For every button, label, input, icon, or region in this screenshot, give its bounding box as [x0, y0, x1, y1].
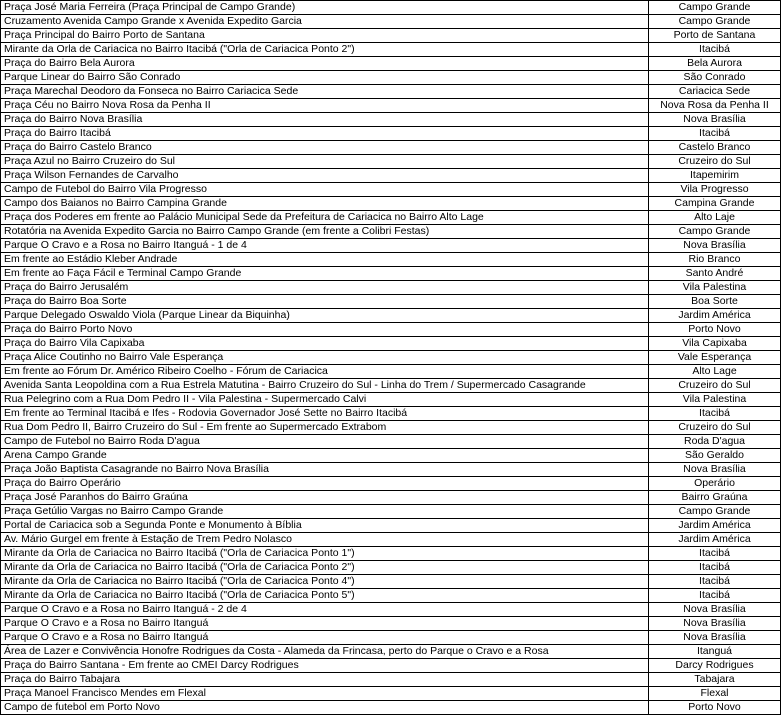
neighborhood-cell[interactable]: Vila Palestina	[649, 281, 781, 295]
neighborhood-cell[interactable]: Nova Brasília	[649, 113, 781, 127]
location-cell[interactable]: Praça do Bairro Vila Capixaba	[1, 337, 649, 351]
table-row	[1, 239, 781, 253]
location-cell[interactable]: Praça do Bairro Castelo Branco	[1, 141, 649, 155]
neighborhood-cell[interactable]: Alto Lage	[649, 365, 781, 379]
location-cell[interactable]: Praça Principal do Bairro Porto de Santana	[1, 29, 649, 43]
neighborhood-cell[interactable]: Nova Brasília	[649, 631, 781, 645]
table-row	[1, 225, 781, 239]
table-row	[1, 617, 781, 631]
location-cell[interactable]: Praça Manoel Francisco Mendes em Flexal	[1, 687, 649, 701]
neighborhood-cell[interactable]: Itacibá	[649, 575, 781, 589]
table-row	[1, 351, 781, 365]
neighborhood-cell[interactable]: Cruzeiro do Sul	[649, 155, 781, 169]
table-row	[1, 477, 781, 491]
neighborhood-cell[interactable]: Campo Grande	[649, 15, 781, 29]
location-cell[interactable]: Praça João Baptista Casagrande no Bairro Nova Brasília	[1, 463, 649, 477]
neighborhood-cell[interactable]: Itacibá	[649, 561, 781, 575]
location-cell[interactable]: Em frente ao Faça Fácil e Terminal Campo Grande	[1, 267, 649, 281]
table-row	[1, 463, 781, 477]
neighborhood-cell[interactable]: Alto Laje	[649, 211, 781, 225]
location-cell[interactable]: Parque Delegado Oswaldo Viola (Parque Linear da Biquinha)	[1, 309, 649, 323]
location-cell[interactable]: Rotatória na Avenida Expedito Garcia no Bairro Campo Grande (em frente a Colibri Festas)	[1, 225, 649, 239]
table-row	[1, 701, 781, 715]
neighborhood-cell[interactable]: Tabajara	[649, 673, 781, 687]
neighborhood-cell[interactable]: Nova Brasília	[649, 617, 781, 631]
table-body	[1, 1, 781, 715]
location-cell[interactable]: Cruzamento Avenida Campo Grande x Avenida Expedito Garcia	[1, 15, 649, 29]
neighborhood-cell[interactable]: Operário	[649, 477, 781, 491]
table-row	[1, 435, 781, 449]
table-row	[1, 127, 781, 141]
location-cell[interactable]: Campo de futebol em Porto Novo	[1, 701, 649, 715]
neighborhood-cell[interactable]: Cariacica Sede	[649, 85, 781, 99]
location-cell[interactable]: Av. Mário Gurgel em frente à Estação de Trem Pedro Nolasco	[1, 533, 649, 547]
table-row	[1, 295, 781, 309]
neighborhood-cell[interactable]: São Conrado	[649, 71, 781, 85]
location-cell[interactable]: Praça do Bairro Boa Sorte	[1, 295, 649, 309]
location-cell[interactable]: Rua Pelegrino com a Rua Dom Pedro II - Vila Palestina - Supermercado Calvi	[1, 393, 649, 407]
table-row	[1, 1, 781, 15]
location-cell[interactable]: Praça Getúlio Vargas no Bairro Campo Grande	[1, 505, 649, 519]
table-row	[1, 659, 781, 673]
location-cell[interactable]: Campo dos Baianos no Bairro Campina Grande	[1, 197, 649, 211]
table-row	[1, 113, 781, 127]
location-cell[interactable]: Arena Campo Grande	[1, 449, 649, 463]
table-row	[1, 687, 781, 701]
location-cell[interactable]: Praça do Bairro Itacibá	[1, 127, 649, 141]
table-row	[1, 253, 781, 267]
table-row	[1, 547, 781, 561]
neighborhood-cell[interactable]: Darcy Rodrigues	[649, 659, 781, 673]
location-cell[interactable]: Praça Céu no Bairro Nova Rosa da Penha II	[1, 99, 649, 113]
location-cell[interactable]: Praça Alice Coutinho no Bairro Vale Esperança	[1, 351, 649, 365]
location-cell[interactable]: Praça do Bairro Santana - Em frente ao CMEI Darcy Rodrigues	[1, 659, 649, 673]
neighborhood-cell[interactable]: Porto Novo	[649, 701, 781, 715]
neighborhood-cell[interactable]: Itacibá	[649, 547, 781, 561]
location-cell[interactable]: Praça dos Poderes em frente ao Palácio Municipal Sede da Prefeitura de Cariacica no Bairro Alto Lage	[1, 211, 649, 225]
location-cell[interactable]: Praça do Bairro Jerusalém	[1, 281, 649, 295]
location-cell[interactable]: Parque O Cravo e a Rosa no Bairro Itanguá	[1, 631, 649, 645]
neighborhood-cell[interactable]: Castelo Branco	[649, 141, 781, 155]
table-row	[1, 365, 781, 379]
table-row	[1, 421, 781, 435]
location-cell[interactable]: Mirante da Orla de Cariacica no Bairro Itacibá ("Orla de Cariacica Ponto 5")	[1, 589, 649, 603]
table-row	[1, 155, 781, 169]
neighborhood-cell[interactable]: Porto de Santana	[649, 29, 781, 43]
table-row	[1, 603, 781, 617]
table-row	[1, 505, 781, 519]
table-row	[1, 589, 781, 603]
neighborhood-cell[interactable]: Campo Grande	[649, 1, 781, 15]
table-row	[1, 281, 781, 295]
table-row	[1, 71, 781, 85]
table-row	[1, 323, 781, 337]
table-row	[1, 561, 781, 575]
neighborhood-cell[interactable]: Nova Brasília	[649, 239, 781, 253]
neighborhood-cell[interactable]: Itacibá	[649, 43, 781, 57]
neighborhood-cell[interactable]: Bela Aurora	[649, 57, 781, 71]
table-row	[1, 491, 781, 505]
location-cell[interactable]: Rua Dom Pedro II, Bairro Cruzeiro do Sul - Em frente ao Supermercado Extrabom	[1, 421, 649, 435]
location-cell[interactable]: Praça do Bairro Bela Aurora	[1, 57, 649, 71]
location-cell[interactable]: Praça Marechal Deodoro da Fonseca no Bairro Cariacica Sede	[1, 85, 649, 99]
location-cell[interactable]: Campo de Futebol do Bairro Vila Progresso	[1, 183, 649, 197]
neighborhood-cell[interactable]: Itacibá	[649, 407, 781, 421]
neighborhood-cell[interactable]: Nova Rosa da Penha II	[649, 99, 781, 113]
table-row	[1, 85, 781, 99]
location-cell[interactable]: Praça José Maria Ferreira (Praça Principal de Campo Grande)	[1, 1, 649, 15]
neighborhood-cell[interactable]: Roda D'agua	[649, 435, 781, 449]
table-row	[1, 183, 781, 197]
table-row	[1, 533, 781, 547]
location-cell[interactable]: Avenida Santa Leopoldina com a Rua Estrela Matutina - Bairro Cruzeiro do Sul - Linha do Trem / Supermercado Casagrande	[1, 379, 649, 393]
neighborhood-cell[interactable]: Campo Grande	[649, 225, 781, 239]
neighborhood-cell[interactable]: Itacibá	[649, 589, 781, 603]
neighborhood-cell[interactable]: Nova Brasília	[649, 463, 781, 477]
table-row	[1, 519, 781, 533]
neighborhood-cell[interactable]: Itanguá	[649, 645, 781, 659]
neighborhood-cell[interactable]: Cruzeiro do Sul	[649, 421, 781, 435]
table-row	[1, 141, 781, 155]
location-cell[interactable]: Parque O Cravo e a Rosa no Bairro Itanguá - 1 de 4	[1, 239, 649, 253]
table-row	[1, 393, 781, 407]
location-cell[interactable]: Mirante da Orla de Cariacica no Bairro Itacibá ("Orla de Cariacica Ponto 2")	[1, 561, 649, 575]
table-row	[1, 43, 781, 57]
location-cell[interactable]: Praça do Bairro Operário	[1, 477, 649, 491]
table-row	[1, 267, 781, 281]
table-row	[1, 575, 781, 589]
neighborhood-cell[interactable]: Itapemirim	[649, 169, 781, 183]
location-cell[interactable]: Portal de Cariacica sob a Segunda Ponte e Monumento à Bíblia	[1, 519, 649, 533]
location-cell[interactable]: Mirante da Orla de Cariacica no Bairro Itacibá ("Orla de Cariacica Ponto 1")	[1, 547, 649, 561]
neighborhood-cell[interactable]: Vale Esperança	[649, 351, 781, 365]
neighborhood-cell[interactable]: Jardim América	[649, 309, 781, 323]
location-cell[interactable]: Campo de Futebol no Bairro Roda D'agua	[1, 435, 649, 449]
table-row	[1, 449, 781, 463]
table-row	[1, 645, 781, 659]
location-cell[interactable]: Praça do Bairro Nova Brasília	[1, 113, 649, 127]
neighborhood-cell[interactable]: Bairro Graúna	[649, 491, 781, 505]
neighborhood-cell[interactable]: Campo Grande	[649, 505, 781, 519]
table-row	[1, 407, 781, 421]
neighborhood-cell[interactable]: Rio Branco	[649, 253, 781, 267]
neighborhood-cell[interactable]: Nova Brasília	[649, 603, 781, 617]
table-row	[1, 309, 781, 323]
location-cell[interactable]: Parque O Cravo e a Rosa no Bairro Itanguá - 2 de 4	[1, 603, 649, 617]
location-cell[interactable]: Praça do Bairro Tabajara	[1, 673, 649, 687]
neighborhood-cell[interactable]: Jardim América	[649, 533, 781, 547]
neighborhood-cell[interactable]: Campina Grande	[649, 197, 781, 211]
neighborhood-cell[interactable]: Porto Novo	[649, 323, 781, 337]
neighborhood-cell[interactable]: Santo André	[649, 267, 781, 281]
table-row	[1, 197, 781, 211]
table-row	[1, 99, 781, 113]
location-cell[interactable]: Praça Azul no Bairro Cruzeiro do Sul	[1, 155, 649, 169]
location-cell[interactable]: Em frente ao Terminal Itacibá e Ifes - Rodovia Governador José Sette no Bairro Itacibá	[1, 407, 649, 421]
table-row	[1, 673, 781, 687]
location-cell[interactable]: Parque Linear do Bairro São Conrado	[1, 71, 649, 85]
table-row	[1, 211, 781, 225]
location-cell[interactable]: Parque O Cravo e a Rosa no Bairro Itanguá	[1, 617, 649, 631]
neighborhood-cell[interactable]: Vila Progresso	[649, 183, 781, 197]
neighborhood-cell[interactable]: Boa Sorte	[649, 295, 781, 309]
location-cell[interactable]: Praça do Bairro Porto Novo	[1, 323, 649, 337]
neighborhood-cell[interactable]: Jardim América	[649, 519, 781, 533]
location-cell[interactable]: Mirante da Orla de Cariacica no Bairro Itacibá ("Orla de Cariacica Ponto 4")	[1, 575, 649, 589]
location-cell[interactable]: Área de Lazer e Convivência Honofre Rodrigues da Costa - Alameda da Frincasa, perto do Parque o Cravo e a Rosa	[1, 645, 649, 659]
location-cell[interactable]: Em frente ao Fórum Dr. Américo Ribeiro Coelho - Fórum de Cariacica	[1, 365, 649, 379]
table-row	[1, 29, 781, 43]
location-cell[interactable]: Em frente ao Estádio Kleber Andrade	[1, 253, 649, 267]
table-row	[1, 631, 781, 645]
table-row	[1, 57, 781, 71]
neighborhood-cell[interactable]: Itacibá	[649, 127, 781, 141]
neighborhood-cell[interactable]: São Geraldo	[649, 449, 781, 463]
location-cell[interactable]: Praça Wilson Fernandes de Carvalho	[1, 169, 649, 183]
table-row	[1, 15, 781, 29]
neighborhood-cell[interactable]: Vila Capixaba	[649, 337, 781, 351]
neighborhood-cell[interactable]: Cruzeiro do Sul	[649, 379, 781, 393]
table-row	[1, 337, 781, 351]
location-cell[interactable]: Praça José Paranhos do Bairro Graúna	[1, 491, 649, 505]
location-cell[interactable]: Mirante da Orla de Cariacica no Bairro Itacibá ("Orla de Cariacica Ponto 2")	[1, 43, 649, 57]
neighborhood-cell[interactable]: Vila Palestina	[649, 393, 781, 407]
table-row	[1, 379, 781, 393]
neighborhood-cell[interactable]: Flexal	[649, 687, 781, 701]
table-row	[1, 169, 781, 183]
